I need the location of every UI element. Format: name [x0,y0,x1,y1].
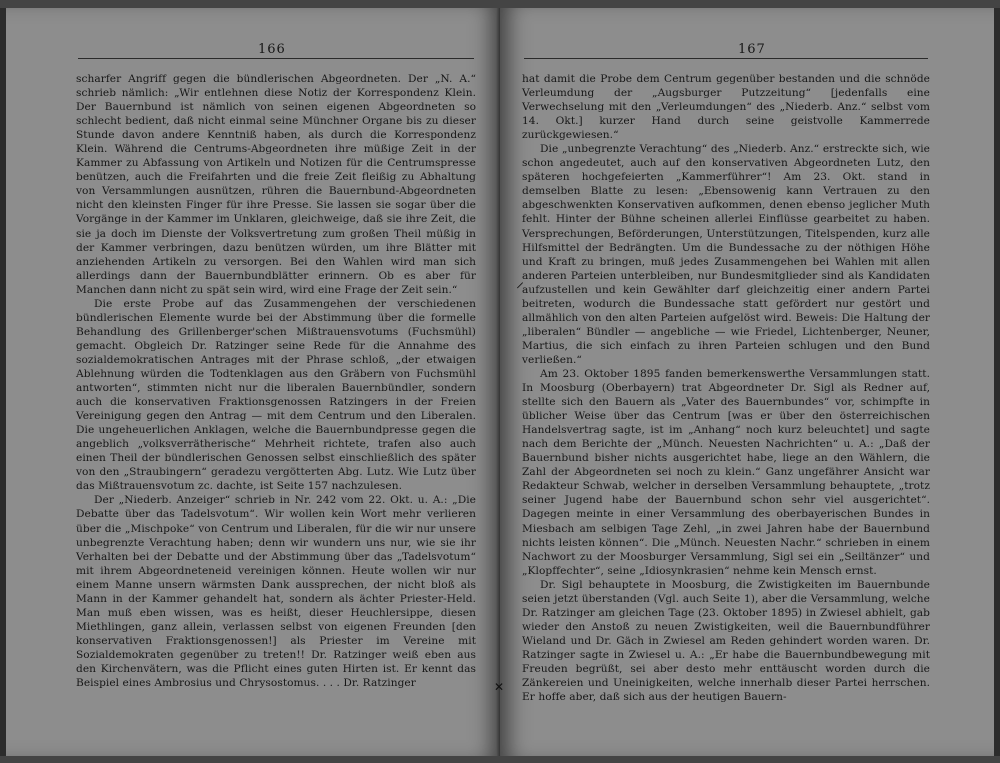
page-text [522,72,930,704]
page-number: 167 [738,42,766,57]
paragraph: scharfer Angriff gegen die bündlerischen Abgeordneten. Der „N. A.“ schrieb nämlich: „Wir entlehnen diese Notiz der Korrespondenz Klein. Der Bauernbund ist nämlich von seinen eigenen Abgeordneten so schlecht bedient, daß nicht einmal seine Münchner Organe bis zu dieser Stunde davon andere Kenntniß haben, als durch die Korrespondenz Klein. Während die Centrums-Abgeordneten ihre müßige Zeit in der Kammer zu Abfassung von Artikeln und Notizen für die Centrumspresse benützen, auch die Freifahrten und die freie Zeit fleißig zu Abhaltung von Versammlungen ausnützen, rühren die Bauernbund-Abgeordneten nicht den kleinsten Finger für ihre Presse. Sie lassen sie sogar über die Vorgänge in der Kammer im Unklaren, gleichweige, daß sie ihre Zeit, die sie ja doch im Dienste der Volksvertretung zum großen Theil müßig in der Kammer verbringen, dazu benützen würden, um ihre Blätter mit anziehenden Artikeln zu versorgen. Bei den Wahlen wird man sich allerdings dann der Bauernbundblätter erinnern. Ob es aber für Manchen dann nicht zu spät sein wird, wird eine Frage der Zeit sein.“ [76,73,476,296]
page-number: 166 [258,42,286,57]
binding-mark: ⸝ [516,272,525,291]
paragraph: Der „Niederb. Anzeiger“ schrieb in Nr. 242 vom 22. Okt. u. A.: „Die Debatte über das Tadelsvotum“. Wir wollen kein Wort mehr verlieren über die „Mischpoke“ von Centrum und Liberalen, für die wir nur unsere unbegrenzte Verachtung haben; denn wir wundern uns nur, wie sie ihr Verhalten bei der Debatte und der Abstimmung über das „Tadelsvotum“ mit ihrem Abgeordneteneid vereinigen können. Heute wollen wir nur einem Manne unsern wärmsten Dank aussprechen, der nicht bloß als Mann in der Kammer gehandelt hat, sondern als ächter Priester-Held. Man muß eben wissen, was es heißt, dieser Heuchlersippe, diesen Miethlingen, ganz allein, verlassen selbst von eigenen Freunden [den konservativen Fraktionsgenossen!] als Priester im Vereine mit Sozialdemokraten gegenüber zu treten!! Dr. Ratzinger weiß eben aus den Kirchenvätern, was die Pflicht eines guten Hirten ist. Er kennt das Beispiel eines Ambrosius und Chrysostomus. . . . Dr. Ratzinger [76,494,476,690]
right-page [494,8,994,756]
paragraph: Die erste Probe auf das Zusammengehen der verschiedenen bündlerischen Elemente wurde bei der Abstimmung über die formelle Behandlung des Grillenberger'schen Mißtrauensvotums (Fuchsmühl) gemacht. Obgleich Dr. Ratzinger seine Rede für die Annahme des sozialdemokratischen Antrages mit der Phrase schloß, „der etwaigen Ablehnung würden die Todtenklagen aus den Gräbern von Fuchsmühl antworten“, stimmten nicht nur die liberalen Bauernbündler, sondern auch die konservativen Fraktionsgenossen Ratzingers in der Freien Vereinigung gegen den Antrag — mit dem Centrum und den Liberalen. Die ungeheuerlichen Anklagen, welche die Bauernbundpresse gegen die angeblich „volksverrätherische“ Mehrheit richtete, trafen also auch einen Theil der bündlerischen Genossen selbst einschließlich des später von den „Straubingern“ geradezu vergötterten Abg. Lutz. Wie Lutz über das Mißtrauensvotum zc. dachte, ist Seite 157 nachzulesen. [76,297,476,493]
page-text [76,72,476,690]
header-rule [78,58,474,59]
header-rule [524,58,928,59]
paragraph: Die „unbegrenzte Verachtung“ des „Niederb. Anz.“ erstreckte sich, wie schon angedeutet, auch auf den konservativen Abgeordneten Lutz, den späteren hochgefeierten „Kammerführer“! Am 23. Okt. stand in demselben Blatte zu lesen: „Ebensowenig kann Vertrauen zu den abgeschwenkten Konservativen aufkommen, denen ebenso jeglicher Muth fehlt. Hinter der Bühne scheinen allerlei Einflüsse gearbeitet zu haben. Versprechungen, Beförderungen, Unterstützungen, Titelspenden, kurz alle Hilfsmittel der Bedrängten. Um die Bundessache zu der nöthigen Höhe und Kraft zu bringen, muß jedes Zusammengehen bei Wahlen mit allen anderen Parteien unterbleiben, nur Bundesmitglieder sind als Kandidaten aufzustellen und kein Gewählter darf gleichzeitig einer andern Partei beitreten, wodurch die Bundessache statt gefördert nur gestört und allmählich von den alten Parteien aufgelöst wird. Beweis: Die Haltung der „liberalen“ Bündler — angebliche — wie Friedel, Lichtenberger, Neuner, Martius, die sich einfach zu ihren Parteien schlugen und den Bund verließen.“ [522,143,930,366]
paragraph: hat damit die Probe dem Centrum gegenüber bestanden und die schnöde Verleumdung der „Augsburger Putzzeitung“ [jedenfalls eine Verwechselung mit den „Verleumdungen“ des „Niederb. Anz.“ selbst vom 14. Okt.] kurzer Hand durch seine geistvolle Kammerrede zurückgewiesen.“ [522,73,930,142]
binding-mark: ✕ [494,680,505,694]
paragraph: Am 23. Oktober 1895 fanden bemerkenswerthe Versammlungen statt. In Moosburg (Oberbayern) trat Abgeordneter Dr. Sigl als Redner auf, stellte sich den Bauern als „Vater des Bauernbundes“ vor, schimpfte in üblicher Weise über das Centrum [was er über den österreichischen Handelsvertrag sagte, ist im „Anhang“ noch kurz beleuchtet] und sagte nach dem Berichte der „Münch. Neuesten Nachrichten“ u. A.: „Daß der Bauernbund bisher nichts ausgerichtet habe, liege an den Wählern, die Zahl der Abgeordneten sei noch zu klein.“ Ganz ungefährer Ansicht war Redakteur Schwab, welcher in derselben Versammlung behauptete, „trotz seiner Jugend habe der Bauernbund schon sehr viel ausgerichtet“. Dagegen meinte in einer Versammlung des oberbayerischen Bundes in Miesbach am selbigen Tage Zehl, „in zwei Jahren habe der Bauernbund nichts leisten können“. Die „Münch. Neuesten Nachr.“ schrieben in einem Nachwort zu der Moosburger Versammlung, Sigl sei ein „Seiltänzer“ und „Klopffechter“, seine „Idiosynkrasien“ nehme kein Mensch ernst. [522,367,930,577]
book-edge-right [994,8,1000,756]
left-page [6,8,500,756]
paragraph: Dr. Sigl behauptete in Moosburg, die Zwistigkeiten im Bauernbunde seien jetzt überstanden (Vgl. auch Seite 1), aber die Versammlung, welche Dr. Ratzinger am gleichen Tage (23. Oktober 1895) in Zwiesel abhielt, gab wieder den Anstoß zu neuen Zwistigkeiten, weil die Bauernbundführer Wieland und Dr. Gäch in Zwiesel am Reden gehindert worden waren. Dr. Ratzinger sagte in Zwiesel u. A.: „Er habe die Bauernbundbewegung mit Freuden begrüßt, sei aber desto mehr enttäuscht worden durch die Zänkereien und Uneinigkeiten, welche innerhalb dieser Partei herrschen. Er hoffe aber, daß sich aus der heutigen Bauern- [522,578,930,704]
